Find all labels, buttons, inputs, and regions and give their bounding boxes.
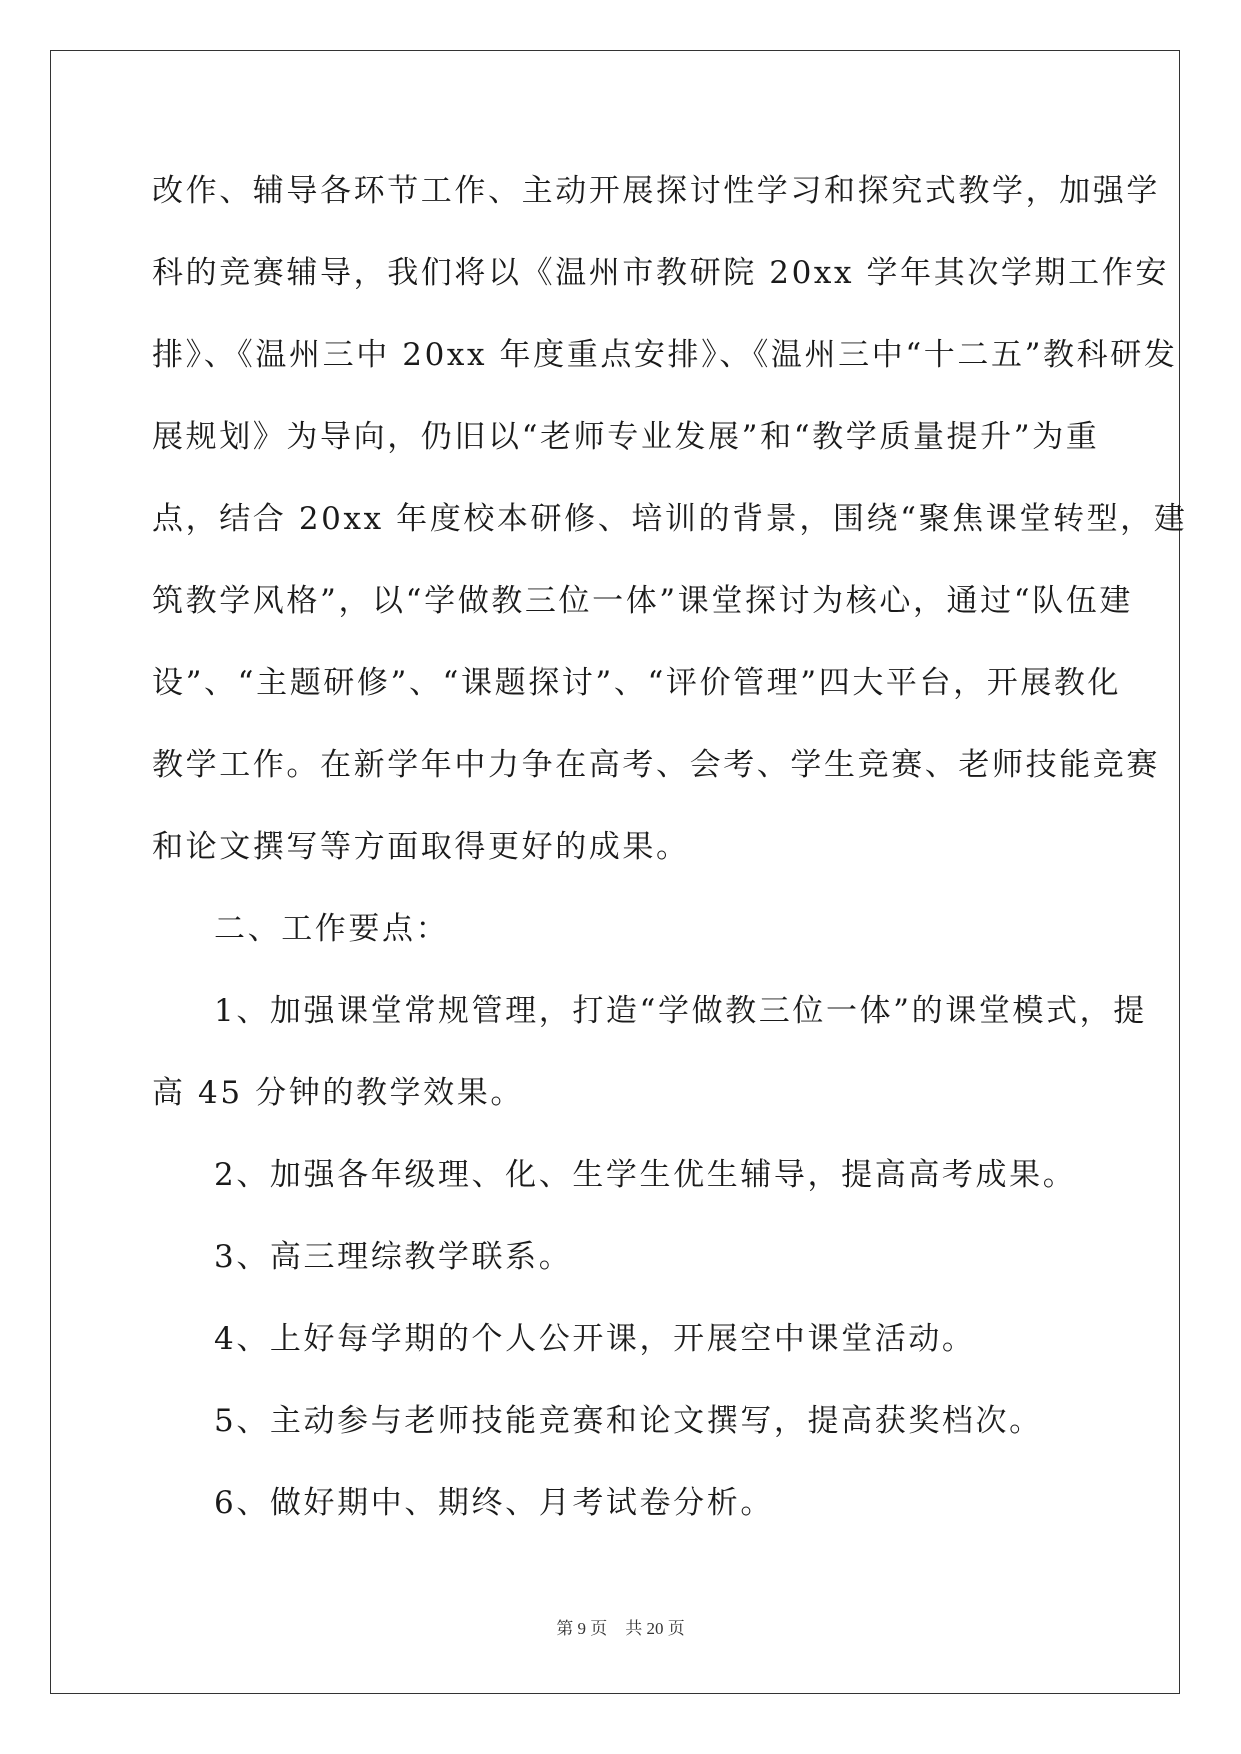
list-item-4: 4、上好每学期的个人公开课，开展空中课堂活动。 bbox=[214, 1321, 976, 1357]
list-item-2: 2、加强各年级理、化、生学生优生辅导，提高高考成果。 bbox=[214, 1157, 1077, 1193]
page-number: 第 9 页 bbox=[556, 1619, 608, 1638]
paragraph-line: 排》、《温州三中 20xx 年度重点安排》、《温州三中“十二五”教科研发 bbox=[152, 337, 1178, 373]
paragraph-line: 科的竞赛辅导，我们将以《温州市教研院 20xx 学年其次学期工作安 bbox=[152, 255, 1169, 291]
paragraph-line: 教学工作。在新学年中力争在高考、会考、学生竞赛、老师技能竞赛 bbox=[152, 747, 1160, 783]
paragraph-line: 点，结合 20xx 年度校本研修、培训的背景，围绕“聚焦课堂转型，建 bbox=[152, 501, 1188, 537]
list-item-6: 6、做好期中、期终、月考试卷分析。 bbox=[214, 1485, 774, 1521]
paragraph-line: 和论文撰写等方面取得更好的成果。 bbox=[152, 829, 690, 865]
paragraph-line: 展规划》为导向，仍旧以“老师专业发展”和“教学质量提升”为重 bbox=[152, 419, 1100, 455]
list-item-5: 5、主动参与老师技能竞赛和论文撰写，提高获奖档次。 bbox=[214, 1403, 1043, 1439]
document-body bbox=[152, 150, 1188, 1544]
list-item-1-line: 1、加强课堂常规管理，打造“学做教三位一体”的课堂模式，提 bbox=[214, 993, 1147, 1029]
page-footer bbox=[0, 1614, 1241, 1639]
list-item-3: 3、高三理综教学联系。 bbox=[214, 1239, 573, 1275]
paragraph-line: 筑教学风格”，以“学做教三位一体”课堂探讨为核心，通过“队伍建 bbox=[152, 583, 1133, 619]
list-item-1-line: 高 45 分钟的教学效果。 bbox=[152, 1075, 524, 1111]
paragraph-line: 设”、“主题研修”、“课题探讨”、“评价管理”四大平台，开展教化 bbox=[152, 665, 1122, 701]
page-total: 共 20 页 bbox=[625, 1619, 685, 1638]
paragraph-line: 改作、辅导各环节工作、主动开展探讨性学习和探究式教学，加强学 bbox=[152, 173, 1160, 209]
section-heading: 二、工作要点： bbox=[214, 911, 450, 947]
